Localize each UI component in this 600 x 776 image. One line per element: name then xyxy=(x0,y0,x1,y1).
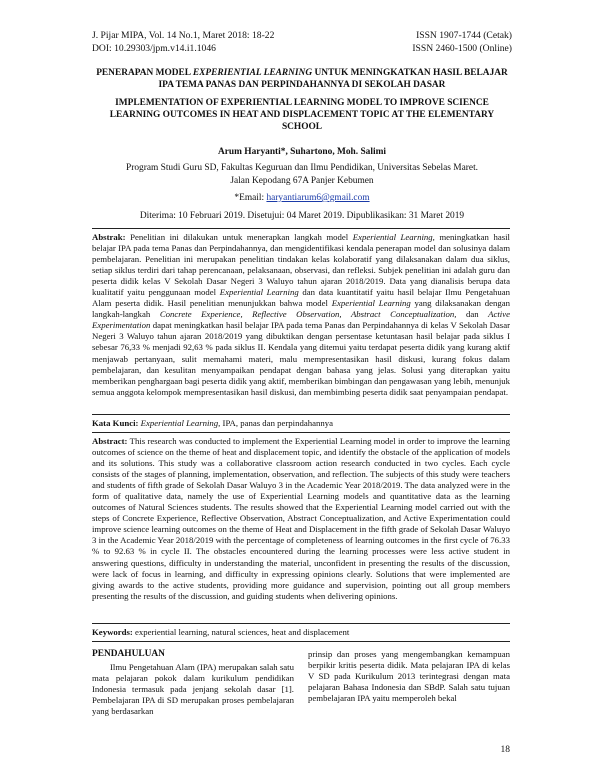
kata-kunci-text: , IPA, panas dan perpindahannya xyxy=(218,418,334,428)
issn-online: ISSN 2460-1500 (Online) xyxy=(412,43,512,54)
kata-kunci xyxy=(92,418,510,429)
email-line xyxy=(92,192,512,205)
abstrak-italic: Experiential Learning xyxy=(352,232,433,242)
journal-citation: J. Pijar MIPA, Vol. 14 No.1, Maret 2018: 18-22 xyxy=(92,30,275,41)
title-english: IMPLEMENTATION OF EXPERIENTIAL LEARNING MODEL TO IMPROVE SCIENCE LEARNING OUTCOMES IN HEAT AND DISPLACEMENT TOPIC AT THE ELEMENTARY SCHOOL xyxy=(109,98,495,132)
abstrak-italic: Experiential Learning xyxy=(219,287,299,298)
title-id-part: UNTUK MENINGKATKAN HASIL BELAJAR IPA TEMA PANAS DAN PERPINDAHANNYA DI SEKOLAH DASAR xyxy=(158,68,508,90)
keywords-label: Keywords: xyxy=(92,627,133,637)
title-id-italic: EXPERIENTIAL LEARNING xyxy=(192,68,313,78)
divider xyxy=(92,432,510,433)
abstrak-text: dan data kuantitatif yaitu hasil belajar Ilmu Pengetahuan Alam peserta didik. Hasil penelitian menunjukkan bahwa model xyxy=(92,287,510,309)
abstract xyxy=(92,436,510,602)
divider xyxy=(92,641,510,642)
email-link[interactable]: haryantiarum6@gmail.com xyxy=(266,193,370,203)
kata-kunci-label: Kata Kunci: xyxy=(92,418,139,428)
divider xyxy=(92,414,510,415)
email-label: *Email: xyxy=(234,193,267,203)
issn-print: ISSN 1907-1744 (Cetak) xyxy=(416,30,512,41)
kata-kunci-italic: Experiential Learning xyxy=(140,418,219,428)
affiliation-line-1: Program Studi Guru SD, Fakultas Keguruan dan Ilmu Pendidikan, Universitas Sebelas Maret. xyxy=(125,163,479,173)
abstrak-italic: Concrete Experience, Reflective Observation, Abstract Conceptualization, xyxy=(159,309,457,320)
divider xyxy=(92,623,510,624)
divider xyxy=(92,228,510,229)
body-right-column xyxy=(308,649,510,704)
section-heading: PENDAHULUAN xyxy=(92,649,165,659)
abstrak-text: dan xyxy=(456,309,489,320)
abstrak-label: Abstrak: xyxy=(92,232,126,242)
affiliation-line-2: Jalan Kepodang 67A Panjer Kebumen xyxy=(230,176,374,186)
abstrak xyxy=(92,232,510,398)
title-id-part: PENERAPAN MODEL xyxy=(96,68,193,78)
keywords xyxy=(92,627,510,638)
abstract-text: This research was conducted to implement the Experiential Learning model in order to improve the learning outcomes of science on the theme of heat and displacement topic, and identify the obstacle of the application of models and its solutions. This study was a collaborative classroom action research conducted in two cycles. Each cycle consists of the stages of planning, implementation, observation, and reflection. The subjects of this study were teachers and students of fifth grade of Sekolah Dasar Waluyo 3 in the Academic Year 2018/2019. The data analyzed were in the form of qualitative data, namely the use of Experiential Learning models and quantitative data as the learning outcomes of Natural Sciences students. The results showed that the Experiential Learning model carried out with the steps of Concrete Experience, Reflective Observation, Abstract Conceptualization, and Active Experimentation could improve science learning outcomes on the theme of Heat and Displacement in the fifth grade of Sekolah Dasar Waluyo 3 in the Academic Year 2018/2019 with the percentage of completeness of learning outcomes in the first cycle of 76.33 % to 92.63 % in cycle II. The obstacles encountered during the learning processes were less active student in answering questions, difficulty in understanding the material, unconfident in presenting the results of the discussion, were lack of focus in learning, and difficulty in expressing opinions clearly. Solutions that were implemented are giving awards to the active students, providing more guidance and supervision, pointing out all group members presenting the results of the discussion, and guiding students when delivering opinions. xyxy=(92,436,510,601)
keywords-text: experiential learning, natural sciences, heat and displacement xyxy=(132,627,350,637)
doi: DOI: 10.29303/jpm.v14.i1.1046 xyxy=(92,43,216,54)
abstrak-italic: Active Experimentation xyxy=(92,309,510,331)
page-number: 18 xyxy=(500,745,510,755)
abstrak-text: , meningkatkan hasil belajar IPA pada tema Panas dan Perpindahannya, dan mengidentifikasi kendala penerapan model dan solusinya dalam pembelajaran. Penelitian ini merupakan penelitian tindakan kelas kolaboratif yang dilaksanakan dalam dua siklus, setiap siklus terdiri dari tahap perencanaan, pelaksanaan, observasi, dan refleksi. Subjek penelitian ini adalah guru dan peserta didik kelas V Sekolah Dasar Negeri 3 Waluyo tahun ajaran 2018/2019. Data yang dianalisis berupa data kualitatif yaitu penggunaan model xyxy=(92,232,510,298)
title-indonesian xyxy=(92,67,512,91)
abstrak-text: dapat meningkatkan hasil belajar IPA pada tema Panas dan Perpindahannya di kelas V Sekolah Dasar Negeri 3 Waluyo tahun ajaran 2018/2019 yang dibuktikan dengan persentase ketuntasan hasil belajar pada siklus I sebesar 76,33 % menjadi 92,63 % pada siklus II. Kendala yang ditemui yaitu terdapat peserta didik yang kurang aktif menjawab pertanyaan, sulit memahami materi, malu mempresentasikan hasil diskusi, kurang fokus dalam pembelajaran, dan kesulitan menyampaikan pendapat dengan bahasa yang jelas. Solusi yang diterapkan yaitu memberikan penghargaan bagi peserta didik yang aktif, memberikan bimbingan dan pengawasan yang lebih, menunjuk semua anggota kelompok mempresentasikan hasil diskusi, dan membimbing peserta didik saat penyampaian pendapat. xyxy=(92,320,511,397)
body-paragraph: Ilmu Pengetahuan Alam (IPA) merupakan salah satu mata pelajaran pokok dalam kurikulum pendidikan Indonesia termasuk pada jenjang sekolah dasar [1]. Pembelajaran IPA di SD merupakan proses pembelajaran yang berdasarkan xyxy=(92,662,294,717)
abstrak-text: yang dilaksanakan dengan langkah-langkah xyxy=(92,298,510,320)
abstrak-text: Penelitian ini dilakukan untuk menerapkan langkah model xyxy=(125,232,353,242)
dates: Diterima: 10 Februari 2019. Disetujui: 04 Maret 2019. Dipublikasikan: 31 Maret 2019 xyxy=(139,211,465,221)
abstrak-italic: Experiential Learning xyxy=(331,298,411,309)
abstract-label: Abstract: xyxy=(92,436,128,446)
body-paragraph: prinsip dan proses yang mengembangkan kemampuan berpikir kritis peserta didik. Mata pelajaran IPA di kelas V SD pada Kurikulum 2013 terintegrasi dengan mata pelajaran Bahasa Indonesia dan SBdP. Salah satu tujuan pembelajaran IPA yaitu memperoleh bekal xyxy=(308,649,510,704)
body-left-column xyxy=(92,649,294,717)
authors: Arum Haryanti*, Suhartono, Moh. Salimi xyxy=(218,147,386,157)
